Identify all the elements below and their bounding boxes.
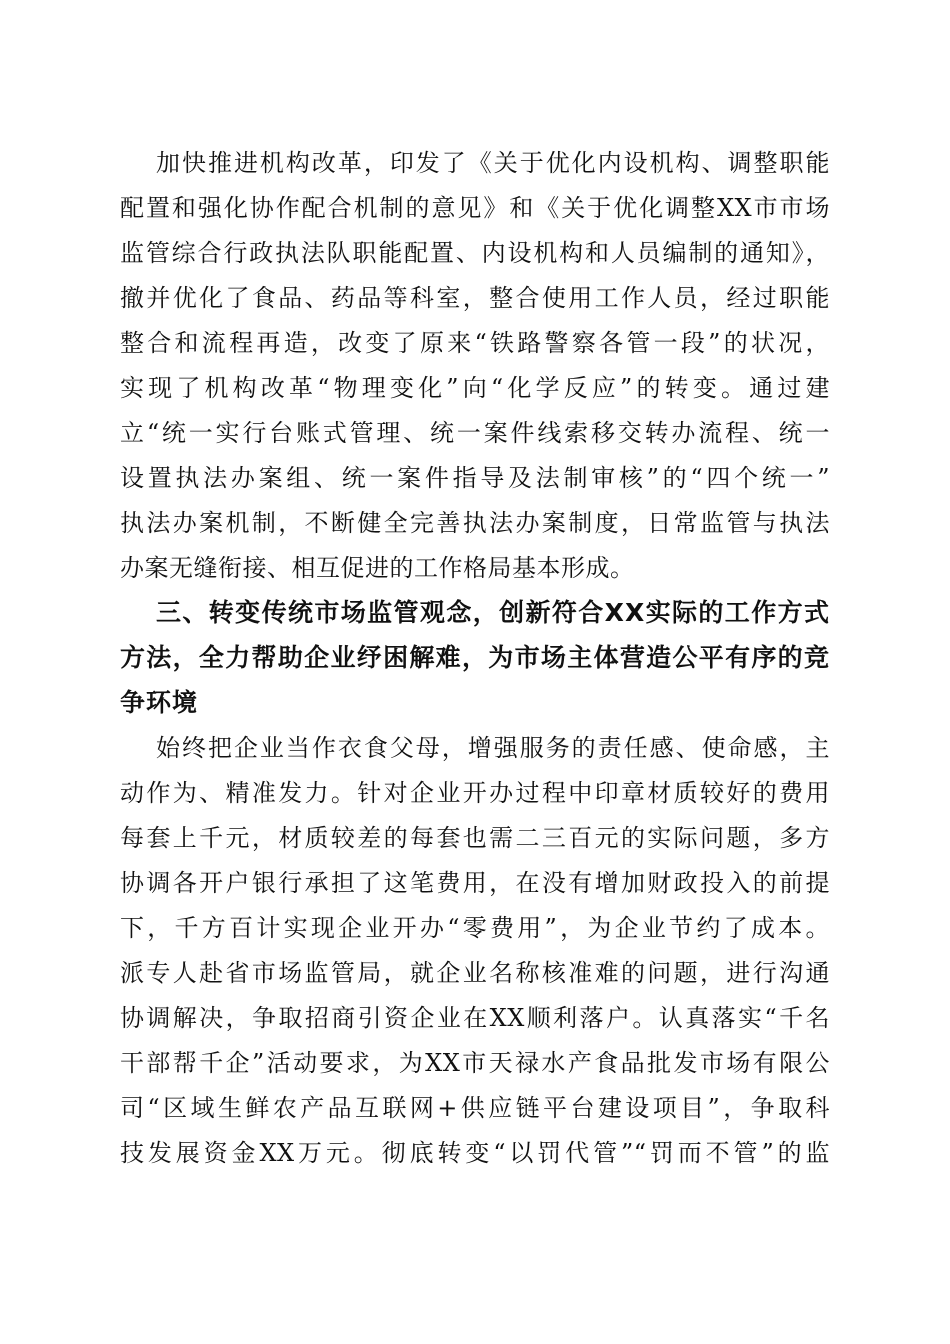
paragraph-1-line: 撤并优化了食品、药品等科室，整合使用工作人员，经过职能 xyxy=(120,284,830,312)
paragraph-1-line: 实现了机构改革“物理变化”向“化学反应”的转变。通过建 xyxy=(120,374,830,402)
paragraph-1-line: 立“统一实行台账式管理、统一案件线索移交转办流程、统一 xyxy=(120,419,830,447)
paragraph-1-line: 整合和流程再造，改变了原来“铁路警察各管一段”的状况， xyxy=(120,329,830,357)
paragraph-2-line: 每套上千元，材质较差的每套也需二三百元的实际问题，多方 xyxy=(120,824,830,852)
paragraph-2-line: 协调解决，争取招商引资企业在XX顺利落户。认真落实“千名 xyxy=(120,1004,830,1032)
paragraph-1-line: 执法办案机制，不断健全完善执法办案制度，日常监管与执法 xyxy=(120,509,830,537)
paragraph-2-line: 干部帮千企”活动要求，为XX市天禄水产食品批发市场有限公 xyxy=(120,1049,830,1077)
section-heading-line: 方法，全力帮助企业纾困解难，为市场主体营造公平有序的竞 xyxy=(120,643,830,672)
paragraph-2-line: 派专人赴省市场监管局，就企业名称核准难的问题，进行沟通 xyxy=(120,959,830,987)
paragraph-1-line: 加快推进机构改革，印发了《关于优化内设机构、调整职能 xyxy=(156,149,830,177)
paragraph-2-line: 技发展资金XX万元。彻底转变“以罚代管”“罚而不管”的监 xyxy=(120,1139,830,1167)
paragraph-1-line: 办案无缝衔接、相互促进的工作格局基本形成。 xyxy=(120,554,635,582)
section-heading-line: 争环境 xyxy=(120,688,199,717)
paragraph-2-line: 下，千方百计实现企业开办“零费用”，为企业节约了成本。 xyxy=(120,914,830,942)
paragraph-2-line: 司“区域生鲜农产品互联网+供应链平台建设项目”，争取科 xyxy=(120,1094,830,1122)
section-heading-line: 三、转变传统市场监管观念，创新符合XX实际的工作方式 xyxy=(156,598,830,627)
paragraph-2-line: 协调各开户银行承担了这笔费用，在没有增加财政投入的前提 xyxy=(120,869,830,897)
paragraph-1-line: 设置执法办案组、统一案件指导及法制审核”的“四个统一” xyxy=(120,464,830,492)
paragraph-1-line: 配置和强化协作配合机制的意见》和《关于优化调整XX市市场 xyxy=(120,194,830,222)
paragraph-2-line: 动作为、精准发力。针对企业开办过程中印章材质较好的费用 xyxy=(120,779,830,807)
paragraph-2-line: 始终把企业当作衣食父母，增强服务的责任感、使命感，主 xyxy=(156,734,830,762)
paragraph-1-line: 监管综合行政执法队职能配置、内设机构和人员编制的通知》， xyxy=(120,239,830,267)
